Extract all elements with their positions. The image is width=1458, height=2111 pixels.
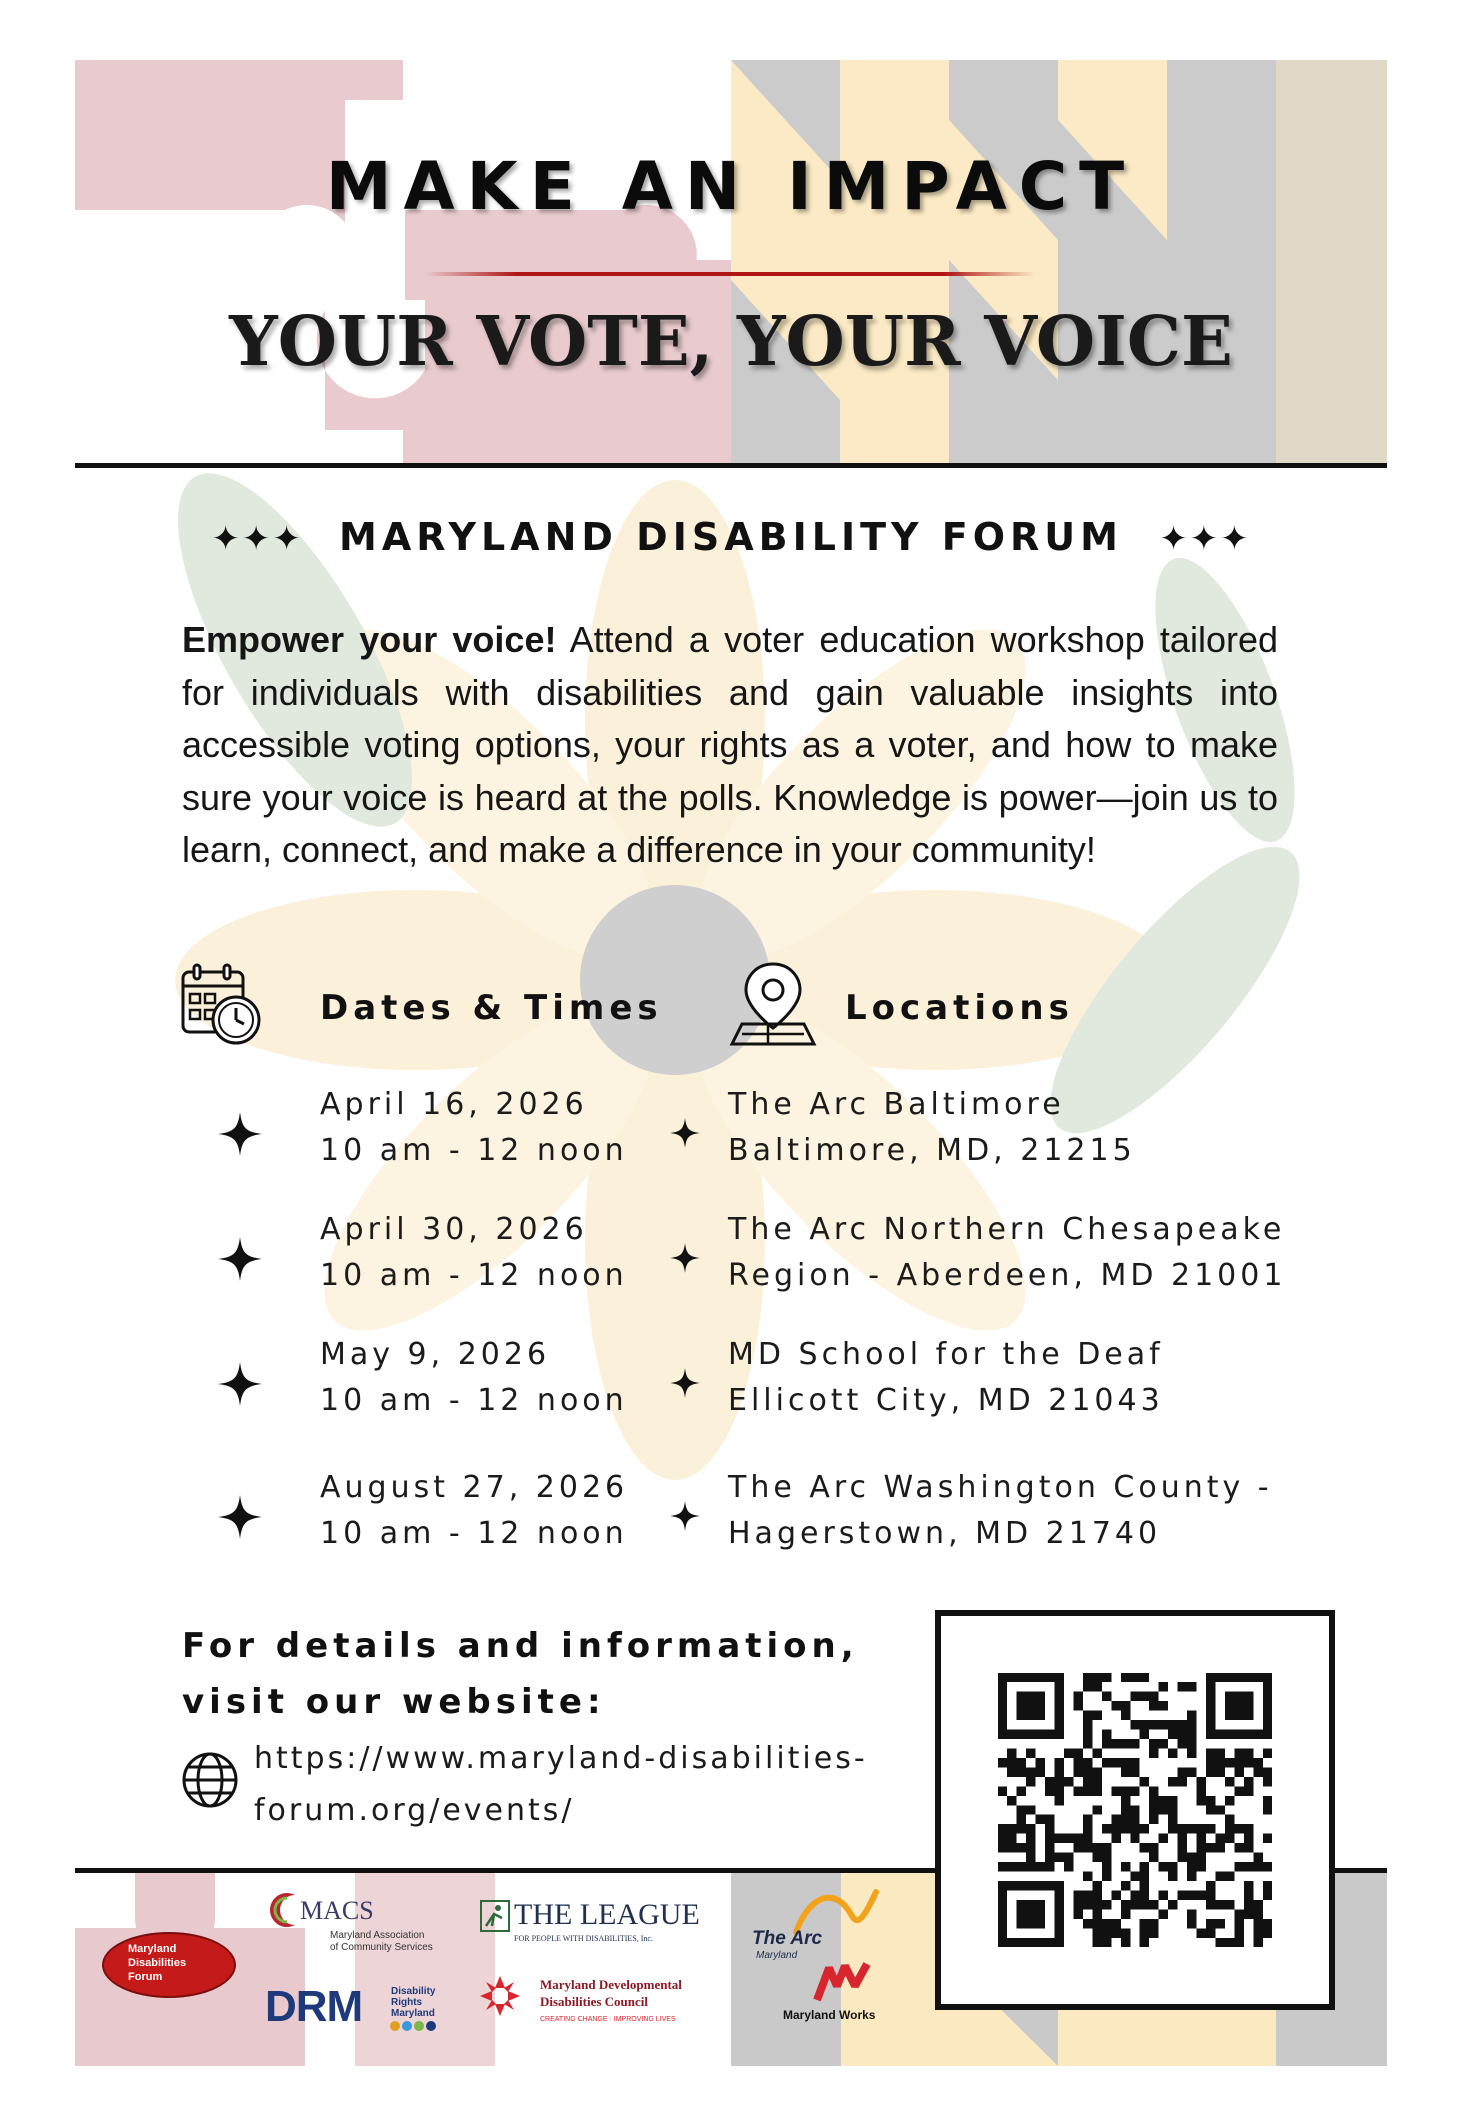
event-date: April 16, 2026	[320, 1087, 588, 1122]
mdf-logo-line: Forum	[128, 1971, 163, 1983]
event-location-name: MD School for the Deaf	[728, 1337, 1164, 1372]
mddc-logo-line: Maryland Developmental	[540, 1977, 682, 1992]
headline-make-an-impact: MAKE AN IMPACT	[325, 148, 1137, 225]
intro-body: Attend a voter education workshop tailored for individuals with disabilities and gain valuable insights into accessible voting options, your rights as a voter, and how to make sure your voice is heard at the polls. Knowledge is power—join us to learn, connect, and make a difference in your community!	[182, 619, 1278, 870]
event-time: 10 am - 12 noon	[320, 1133, 628, 1168]
sparkle-icon: ✦✦✦	[1159, 519, 1251, 559]
drm-logo-sub: Rights	[391, 1997, 423, 2008]
logo-mddc	[478, 1972, 738, 2032]
drm-dots-icon	[389, 2020, 449, 2032]
league-logo-sub: FOR PEOPLE WITH DISABILITIES, Inc.	[514, 1934, 653, 1943]
event-date: August 27, 2026	[320, 1470, 629, 1505]
sparkle-icon	[670, 1368, 700, 1398]
logo-the-league	[480, 1898, 730, 1950]
event-location-name: The Arc Northern Chesapeake	[728, 1212, 1286, 1247]
logo-drm	[265, 1982, 455, 2034]
macs-crescent-icon	[265, 1890, 305, 1930]
details-line-2: visit our website:	[182, 1682, 606, 1722]
sparkle-icon	[218, 1362, 262, 1406]
mdf-logo-line: Disabilities	[128, 1957, 187, 1969]
macs-logo-sub: Maryland Association	[330, 1930, 425, 1941]
sparkle-icon	[670, 1501, 700, 1531]
event-location-address: Region - Aberdeen, MD 21001	[728, 1258, 1287, 1293]
mdf-logo-line: Maryland	[128, 1943, 177, 1955]
headline-red-rule	[425, 272, 1035, 276]
details-heading	[182, 1618, 859, 1730]
locations-heading: Locations	[845, 988, 1074, 1028]
event-location-name: The Arc Washington County -	[728, 1470, 1273, 1505]
intro-paragraph	[182, 614, 1278, 877]
drm-logo-sub: Disability	[391, 1986, 436, 1997]
drm-logo-sub: Maryland	[391, 2008, 435, 2019]
event-location-address: Hagerstown, MD 21740	[728, 1516, 1162, 1551]
logo-macs	[265, 1890, 445, 1960]
globe-icon	[180, 1750, 240, 1810]
logo-maryland-disabilities-forum	[102, 1932, 236, 1998]
maryland-works-name: Maryland Works	[783, 2008, 876, 2022]
mddc-star-icon	[478, 1974, 522, 2018]
sparkle-icon	[670, 1118, 700, 1148]
headline-your-vote: YOUR VOTE, YOUR VOICE	[229, 302, 1233, 382]
dates-times-heading: Dates & Times	[320, 988, 663, 1028]
maryland-flag-banner	[75, 60, 1387, 465]
website-link[interactable]	[254, 1733, 868, 1837]
sparkle-icon	[218, 1112, 262, 1156]
banner-divider	[75, 463, 1387, 468]
maryland-works-icon	[813, 1962, 873, 2002]
sparkle-icon	[218, 1237, 262, 1281]
flag-pattern	[75, 60, 1387, 465]
event-date: April 30, 2026	[320, 1212, 588, 1247]
event-location-name: The Arc Baltimore	[728, 1087, 1065, 1122]
sparkle-icon: ✦✦✦	[211, 519, 303, 559]
league-logo-name: THE LEAGUE	[514, 1898, 700, 1931]
event-time: 10 am - 12 noon	[320, 1258, 628, 1293]
intro-lead: Empower your voice!	[182, 619, 557, 660]
league-figure-icon	[480, 1900, 510, 1932]
website-url-line-1[interactable]: https://www.maryland-disabilities-	[254, 1741, 868, 1776]
mddc-logo-line: Disabilities Council	[540, 1994, 648, 2009]
forum-title-text: MARYLAND DISABILITY FORUM	[339, 515, 1123, 559]
sparkle-icon	[670, 1243, 700, 1273]
event-location-address: Ellicott City, MD 21043	[728, 1383, 1164, 1418]
arc-logo-name: The Arc	[752, 1928, 823, 1949]
website-url-line-2[interactable]: forum.org/events/	[254, 1793, 575, 1828]
logo-the-arc	[752, 1888, 892, 1962]
event-time: 10 am - 12 noon	[320, 1516, 628, 1551]
qr-code-pattern[interactable]	[941, 1616, 1329, 2004]
details-line-1: For details and information,	[182, 1626, 859, 1666]
arc-logo-sub: Maryland	[756, 1950, 798, 1961]
logo-maryland-works	[775, 1962, 895, 2028]
forum-title	[75, 515, 1387, 559]
qr-code[interactable]	[935, 1610, 1335, 2010]
calendar-clock-icon	[180, 962, 262, 1048]
sparkle-icon	[218, 1495, 262, 1539]
event-location-address: Baltimore, MD, 21215	[728, 1133, 1136, 1168]
event-time: 10 am - 12 noon	[320, 1383, 628, 1418]
drm-logo-wordmark: DRM	[265, 1982, 363, 2031]
map-pin-icon	[728, 960, 818, 1048]
macs-logo-name: MACS	[300, 1896, 374, 1925]
macs-logo-sub: of Community Services	[330, 1942, 433, 1953]
mddc-logo-tagline: CREATING CHANGE · IMPROVING LIVES	[540, 2016, 676, 2023]
event-date: May 9, 2026	[320, 1337, 551, 1372]
